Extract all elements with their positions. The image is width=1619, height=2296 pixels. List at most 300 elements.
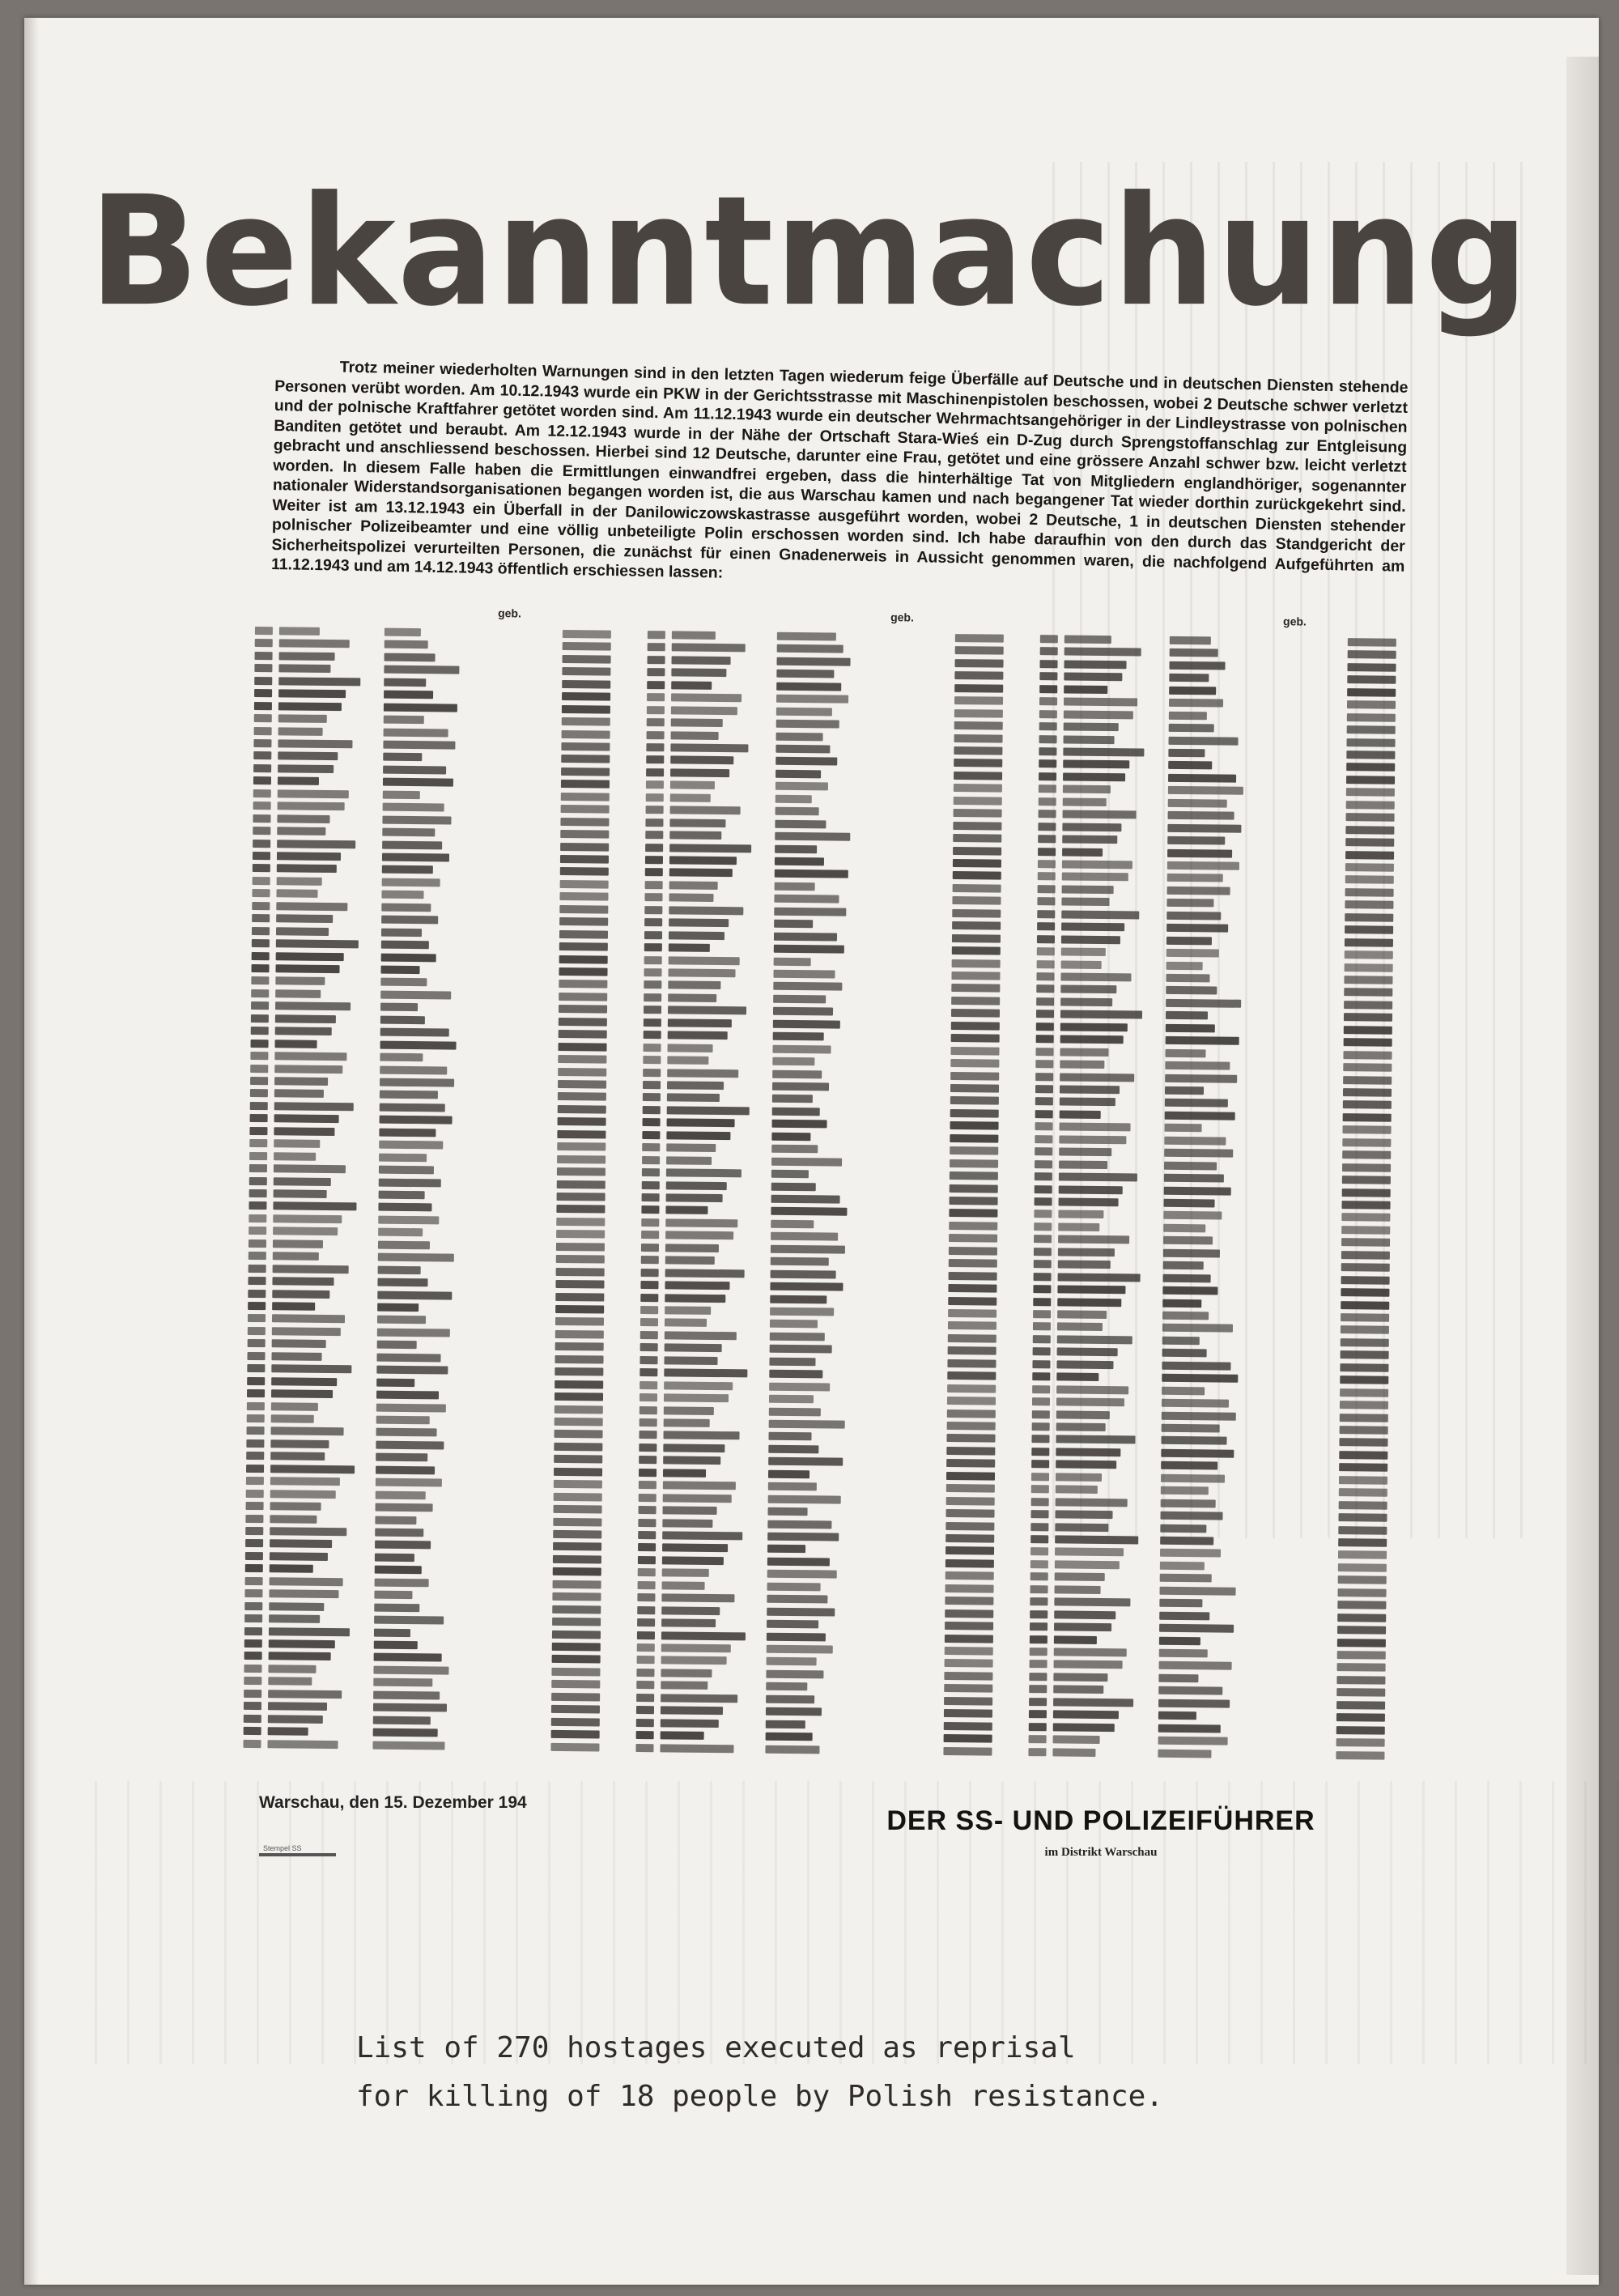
row-birth-date <box>952 946 1001 955</box>
row-birth-date <box>1336 1726 1385 1735</box>
row-number <box>244 1715 261 1723</box>
row-surname <box>1058 1210 1103 1219</box>
row-given-name <box>1162 1312 1209 1320</box>
row-number <box>251 1014 269 1023</box>
row-given-name <box>383 766 446 775</box>
row-number <box>1030 1610 1047 1618</box>
row-given-name <box>1160 1512 1222 1520</box>
row-given-name <box>770 1320 818 1329</box>
row-number <box>245 1539 263 1547</box>
row-birth-date <box>945 1597 993 1605</box>
row-number <box>636 1681 654 1689</box>
row-birth-date <box>949 1272 997 1281</box>
row-given-name <box>1162 1411 1236 1420</box>
row-birth-date <box>556 1205 605 1214</box>
row-number <box>252 952 270 960</box>
row-birth-date <box>557 1193 606 1201</box>
row-given-name <box>375 1529 423 1537</box>
row-birth-date <box>1345 863 1394 872</box>
row-number <box>1033 1285 1051 1293</box>
list-header-geb: geb. <box>1283 614 1307 628</box>
row-surname <box>1064 723 1119 732</box>
row-birth-date <box>952 909 1001 918</box>
row-number <box>1038 885 1056 893</box>
row-surname <box>667 1119 735 1128</box>
row-number <box>648 644 665 652</box>
row-birth-date <box>559 942 608 951</box>
row-number <box>637 1643 655 1652</box>
row-birth-date <box>1347 675 1396 684</box>
row-surname <box>274 1077 328 1086</box>
row-birth-date <box>554 1430 602 1439</box>
row-surname <box>661 1682 708 1690</box>
row-birth-date <box>949 1247 997 1256</box>
row-birth-date <box>559 1005 607 1014</box>
row-number <box>640 1306 658 1314</box>
row-given-name <box>1162 1424 1220 1433</box>
row-given-name <box>1164 1186 1231 1195</box>
row-birth-date <box>553 1555 601 1564</box>
row-birth-date <box>950 1197 998 1205</box>
row-birth-date <box>1344 1001 1392 1010</box>
row-number <box>647 681 665 689</box>
row-given-name <box>1162 1386 1205 1395</box>
row-surname <box>275 1002 351 1011</box>
row-surname <box>1055 1511 1112 1520</box>
row-birth-date <box>1337 1588 1386 1597</box>
row-surname <box>1056 1422 1106 1431</box>
row-number <box>1028 1748 1046 1756</box>
row-birth-date <box>561 755 610 763</box>
row-surname <box>666 1144 716 1153</box>
row-given-name <box>772 1069 822 1078</box>
row-number <box>1029 1710 1047 1718</box>
row-surname <box>274 1152 316 1161</box>
row-number <box>645 869 663 877</box>
row-given-name <box>373 1703 447 1712</box>
row-given-name <box>1158 1686 1222 1695</box>
row-surname <box>268 1677 312 1686</box>
row-number <box>244 1614 262 1622</box>
row-given-name <box>768 1469 810 1478</box>
row-given-name <box>377 1341 417 1350</box>
row-surname <box>661 1656 727 1665</box>
row-birth-date <box>1346 801 1395 810</box>
row-number <box>647 693 665 701</box>
row-birth-date <box>1341 1350 1389 1359</box>
row-surname <box>273 1265 349 1273</box>
row-birth-date <box>1341 1251 1390 1260</box>
row-surname <box>666 1156 712 1165</box>
row-number <box>647 731 665 739</box>
row-number <box>249 1265 266 1273</box>
row-surname <box>1060 1085 1120 1094</box>
row-given-name <box>382 878 440 887</box>
row-number <box>1038 848 1056 856</box>
row-number <box>244 1665 261 1673</box>
row-birth-date <box>558 1055 606 1064</box>
row-birth-date <box>946 1459 995 1468</box>
row-birth-date <box>560 830 609 839</box>
row-given-name <box>769 1382 830 1391</box>
row-surname <box>1058 1261 1111 1269</box>
row-given-name <box>776 682 841 691</box>
row-given-name <box>1163 1249 1220 1258</box>
row-birth-date <box>1342 1188 1391 1197</box>
row-birth-date <box>560 880 609 889</box>
row-birth-date <box>1338 1526 1387 1535</box>
row-number <box>253 814 270 823</box>
row-birth-date <box>1341 1313 1389 1322</box>
row-given-name <box>771 1244 845 1253</box>
row-birth-date <box>1340 1414 1388 1422</box>
row-given-name <box>378 1203 431 1212</box>
row-number <box>639 1494 657 1502</box>
row-given-name <box>769 1420 845 1429</box>
row-number <box>1039 697 1057 705</box>
row-number <box>640 1281 658 1289</box>
row-number <box>249 1239 266 1248</box>
row-surname <box>661 1594 734 1603</box>
row-surname <box>665 1294 725 1303</box>
row-surname <box>1062 885 1114 894</box>
row-number <box>1039 810 1056 818</box>
row-given-name <box>767 1595 827 1604</box>
row-birth-date <box>558 1117 606 1126</box>
row-number <box>245 1577 263 1585</box>
row-given-name <box>1159 1599 1202 1608</box>
row-number <box>244 1626 262 1635</box>
row-birth-date <box>1345 851 1394 860</box>
row-given-name <box>1168 774 1236 783</box>
row-number <box>1030 1572 1048 1580</box>
row-given-name <box>1162 1362 1230 1371</box>
row-surname <box>1056 1473 1102 1482</box>
row-number <box>641 1218 659 1227</box>
row-birth-date <box>944 1734 992 1743</box>
row-number <box>246 1477 264 1485</box>
row-number <box>253 776 271 784</box>
row-surname <box>1060 1010 1142 1019</box>
row-birth-date <box>559 967 607 976</box>
row-given-name <box>774 895 839 904</box>
row-given-name <box>1169 674 1209 682</box>
row-surname <box>664 1418 710 1427</box>
row-number <box>1040 635 1058 643</box>
row-birth-date <box>560 843 609 852</box>
row-surname <box>270 1465 355 1473</box>
row-given-name <box>380 1053 423 1062</box>
row-surname <box>1062 873 1128 882</box>
row-surname <box>1059 1185 1123 1194</box>
row-surname <box>272 1290 329 1299</box>
row-birth-date <box>954 746 1002 755</box>
row-number <box>645 818 663 827</box>
row-birth-date <box>1341 1276 1390 1285</box>
row-surname <box>1055 1523 1108 1532</box>
row-given-name <box>384 703 457 712</box>
row-number <box>647 668 665 676</box>
row-surname <box>670 768 729 777</box>
row-number <box>644 1006 661 1014</box>
row-birth-date <box>954 696 1003 705</box>
row-surname <box>669 919 729 928</box>
row-number <box>642 1181 660 1189</box>
row-number <box>252 902 270 910</box>
row-number <box>1032 1360 1050 1368</box>
row-given-name <box>774 957 811 965</box>
row-surname <box>1056 1498 1128 1507</box>
row-number <box>638 1556 656 1564</box>
row-surname <box>1060 1098 1115 1107</box>
row-number <box>244 1702 261 1710</box>
row-surname <box>668 993 716 1002</box>
row-number <box>637 1606 655 1614</box>
row-given-name <box>1162 1299 1201 1307</box>
row-given-name <box>770 1345 832 1354</box>
row-birth-date <box>947 1371 996 1380</box>
row-given-name <box>381 903 431 912</box>
row-surname <box>1060 1048 1108 1057</box>
row-given-name <box>375 1541 431 1550</box>
row-given-name <box>383 753 422 762</box>
row-given-name <box>773 1032 824 1041</box>
row-birth-date <box>559 980 607 989</box>
row-number <box>638 1543 656 1551</box>
row-surname <box>276 902 347 911</box>
row-number <box>1033 1310 1051 1318</box>
row-given-name <box>380 1003 418 1011</box>
row-given-name <box>775 857 824 866</box>
row-birth-date <box>559 930 608 939</box>
row-surname <box>1063 785 1111 794</box>
row-given-name <box>378 1228 423 1237</box>
row-given-name <box>776 782 828 791</box>
row-number <box>247 1426 265 1435</box>
row-birth-date <box>951 1034 1000 1043</box>
row-given-name <box>380 1028 449 1037</box>
row-surname <box>1053 1698 1133 1707</box>
row-given-name <box>375 1553 414 1562</box>
row-birth-date <box>945 1659 993 1668</box>
row-given-name <box>767 1632 826 1641</box>
row-number <box>645 831 663 839</box>
row-surname <box>270 1565 313 1574</box>
row-surname <box>665 1231 733 1240</box>
row-birth-date <box>555 1280 604 1289</box>
row-birth-date <box>563 630 611 639</box>
row-number <box>1035 1122 1052 1130</box>
row-surname <box>273 1227 338 1236</box>
row-surname <box>278 739 352 748</box>
row-number <box>1035 1147 1052 1155</box>
row-number <box>1030 1548 1048 1556</box>
row-number <box>644 956 662 964</box>
row-given-name <box>770 1307 834 1316</box>
row-given-name <box>1158 1749 1211 1758</box>
row-number <box>1031 1460 1049 1468</box>
row-birth-date <box>551 1680 600 1689</box>
row-surname <box>271 1352 321 1361</box>
hostage-list-column-1 <box>243 606 611 1753</box>
row-surname <box>670 756 733 765</box>
row-given-name <box>373 1728 438 1737</box>
row-number <box>251 1027 269 1035</box>
row-surname <box>1059 1173 1137 1182</box>
row-given-name <box>1170 636 1211 645</box>
row-birth-date <box>562 692 610 701</box>
row-birth-date <box>558 1067 606 1076</box>
row-surname <box>663 1482 736 1490</box>
row-number <box>250 1114 268 1122</box>
row-surname <box>1060 1035 1124 1044</box>
row-given-name <box>1160 1524 1206 1533</box>
row-birth-date <box>559 1018 607 1027</box>
row-birth-date <box>949 1222 997 1231</box>
row-given-name <box>770 1333 825 1341</box>
row-birth-date <box>950 1059 999 1068</box>
row-number <box>1034 1248 1052 1256</box>
row-given-name <box>383 741 455 750</box>
row-birth-date <box>556 1268 605 1277</box>
hostage-list <box>243 606 1404 1761</box>
row-given-name <box>1166 1036 1239 1045</box>
row-number <box>638 1568 656 1576</box>
row-given-name <box>1165 1099 1228 1108</box>
row-number <box>639 1469 657 1477</box>
list-header-geb: geb. <box>890 610 914 624</box>
row-surname <box>661 1643 731 1652</box>
row-birth-date <box>1345 925 1393 934</box>
row-birth-date <box>1343 1101 1392 1110</box>
row-birth-date <box>1345 963 1393 972</box>
row-birth-date <box>944 1709 992 1718</box>
row-birth-date <box>948 1321 996 1330</box>
row-given-name <box>1166 924 1228 933</box>
row-surname <box>277 827 325 835</box>
row-given-name <box>1162 1324 1233 1333</box>
row-number <box>1034 1210 1052 1218</box>
row-birth-date <box>953 847 1001 856</box>
row-birth-date <box>952 959 1001 968</box>
row-birth-date <box>954 721 1003 730</box>
row-surname <box>1055 1548 1124 1557</box>
row-birth-date <box>1337 1664 1386 1673</box>
row-surname <box>1061 910 1139 919</box>
row-birth-date <box>1339 1463 1387 1472</box>
row-surname <box>1064 710 1133 719</box>
row-number <box>1030 1648 1047 1656</box>
row-given-name <box>766 1682 807 1691</box>
row-birth-date <box>1342 1201 1391 1210</box>
row-birth-date <box>951 984 1000 993</box>
row-given-name <box>773 1007 833 1016</box>
row-surname <box>1060 1073 1134 1082</box>
row-number <box>644 980 661 989</box>
row-number <box>1037 922 1055 930</box>
row-surname <box>671 706 737 715</box>
row-number <box>247 1364 265 1372</box>
row-birth-date <box>954 759 1002 767</box>
row-number <box>644 906 662 914</box>
row-birth-date <box>1342 1163 1391 1172</box>
row-given-name <box>1158 1711 1196 1720</box>
row-birth-date <box>944 1722 992 1731</box>
row-surname <box>1052 1748 1095 1757</box>
row-given-name <box>1168 736 1238 745</box>
row-surname <box>1064 685 1107 694</box>
row-given-name <box>385 628 421 636</box>
row-given-name <box>770 1295 826 1303</box>
row-birth-date <box>953 834 1001 843</box>
row-birth-date <box>1345 913 1393 922</box>
row-surname <box>279 652 335 661</box>
row-given-name <box>771 1182 816 1191</box>
row-birth-date <box>1342 1138 1391 1147</box>
row-given-name <box>383 778 453 787</box>
row-given-name <box>381 928 422 937</box>
row-given-name <box>1162 1399 1229 1408</box>
row-birth-date <box>950 1146 998 1155</box>
row-surname <box>271 1427 344 1436</box>
row-surname <box>668 1018 732 1027</box>
row-birth-date <box>950 1121 998 1130</box>
row-surname <box>1054 1598 1130 1607</box>
row-number <box>254 689 272 697</box>
row-number <box>249 1177 267 1185</box>
row-number <box>1035 1048 1053 1056</box>
row-number <box>1030 1597 1047 1605</box>
row-number <box>1033 1298 1051 1306</box>
row-given-name <box>772 1044 831 1053</box>
row-birth-date <box>1345 900 1393 909</box>
row-birth-date <box>953 822 1001 831</box>
row-given-name <box>767 1507 807 1516</box>
row-given-name <box>771 1232 838 1241</box>
row-given-name <box>1164 1137 1226 1146</box>
row-number <box>1038 835 1056 843</box>
row-surname <box>278 702 342 711</box>
row-number <box>1039 722 1057 730</box>
row-surname <box>272 1277 334 1286</box>
row-surname <box>1064 673 1122 682</box>
row-surname <box>1055 1585 1101 1594</box>
row-birth-date <box>950 1134 998 1143</box>
row-number <box>1040 648 1058 656</box>
row-birth-date <box>556 1218 605 1227</box>
row-surname <box>277 852 341 861</box>
row-surname <box>269 1652 331 1661</box>
row-given-name <box>773 1019 840 1028</box>
row-given-name <box>767 1582 821 1591</box>
row-number <box>245 1514 263 1522</box>
row-number <box>648 656 665 664</box>
row-surname <box>1059 1197 1119 1206</box>
row-surname <box>268 1665 316 1673</box>
row-number <box>246 1502 264 1510</box>
row-surname <box>271 1402 318 1411</box>
row-given-name <box>381 953 436 962</box>
row-surname <box>671 718 723 727</box>
row-birth-date <box>1344 1038 1392 1047</box>
row-given-name <box>377 1278 427 1287</box>
row-given-name <box>1164 1174 1224 1183</box>
row-number <box>1035 1073 1053 1081</box>
row-given-name <box>1161 1474 1225 1483</box>
row-birth-date <box>1337 1651 1386 1660</box>
row-given-name <box>382 815 451 824</box>
row-birth-date <box>948 1346 996 1355</box>
